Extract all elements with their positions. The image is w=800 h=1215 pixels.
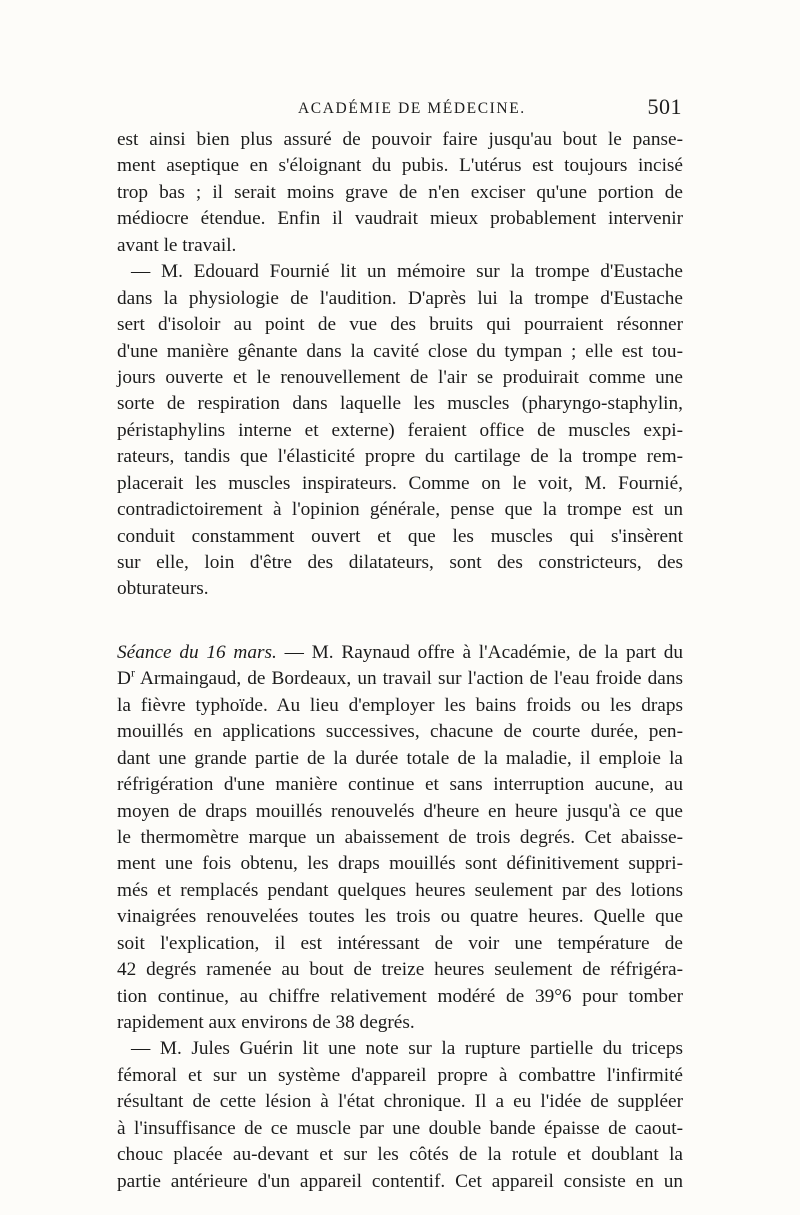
- text-fragment: D: [117, 668, 131, 690]
- text-line: — M. Jules Guérin lit une note sur la rupture partielle du triceps: [131, 1038, 683, 1060]
- text-line: péristaphylins interne et externe) feraient office de muscles expi-: [117, 419, 683, 441]
- text-line: fémoral et sur un système d'appareil propre à combattre l'infirmité: [117, 1064, 683, 1086]
- text-line: ment aseptique en s'éloignant du pubis. L'utérus est toujours incisé: [117, 155, 683, 177]
- text-line: avant le travail.: [117, 234, 237, 256]
- text-line: rapidement aux environs de 38 degrés.: [117, 1012, 415, 1033]
- text-line: tion continue, au chiffre relativement modéré de 39°6 pour tomber: [117, 985, 683, 1007]
- text-line: réfrigération d'une manière continue et sans interruption aucune, au: [117, 774, 683, 796]
- text-line: soit l'explication, il est intéressant de voir une température de: [117, 932, 683, 954]
- text-line: trop bas ; il serait moins grave de n'en exciser qu'une portion de: [117, 181, 683, 203]
- text-line: [117, 640, 683, 666]
- text-line: vinaigrées renouvelées toutes les trois ou quatre heures. Quelle que: [117, 906, 683, 928]
- text-line: à l'insuffisance de ce muscle par une double bande épaisse de caout-: [117, 1117, 683, 1139]
- text-fragment: — M. Raynaud offre à l'Académie, de la part du: [276, 641, 683, 663]
- text-line: obturateurs.: [117, 578, 209, 600]
- text-line: — M. Edouard Fournié lit un mémoire sur la trompe d'Eustache: [131, 261, 683, 283]
- paragraph-session-16-mars: [117, 640, 683, 1037]
- text-line: la fièvre typhoïde. Au lieu d'employer les bains froids ou les draps: [117, 694, 683, 716]
- text-line: jours ouverte et le renouvellement de l'air se produirait comme une: [117, 366, 683, 388]
- session-date-label: Séance du 16 mars.: [117, 641, 277, 663]
- text-line: rateurs, tandis que l'élasticité propre du cartilage de la trompe rem-: [117, 446, 683, 468]
- section-gap: [117, 603, 683, 640]
- text-line: més et remplacés pendant quelques heures seulement par des lotions: [117, 879, 683, 901]
- body-text: [117, 127, 683, 1195]
- running-title: ACADÉMIE DE MÉDECINE.: [298, 100, 526, 117]
- paragraph-hysterotomy-conclusion: [117, 127, 683, 259]
- text-line: dant une grande partie de la durée totale de la maladie, il emploie la: [117, 747, 683, 769]
- text-line: mouillés en applications successives, chacune de courte durée, pen-: [117, 721, 683, 743]
- text-line: médiocre étendue. Enfin il vaudrait mieux probablement intervenir: [117, 208, 683, 230]
- text-line: ment une fois obtenu, les draps mouillés sont définitivement suppri-: [117, 853, 683, 875]
- text-line: [117, 666, 683, 692]
- text-line: le thermomètre marque un abaissement de trois degrés. Cet abaisse-: [117, 826, 683, 848]
- text-line: moyen de draps mouillés renouvelés d'heure en heure jusqu'à ce que: [117, 800, 683, 822]
- text-line: résultant de cette lésion à l'état chronique. Il a eu l'idée de suppléer: [117, 1091, 683, 1113]
- text-line: sorte de respiration dans laquelle les muscles (pharyngo-staphylin,: [117, 393, 683, 415]
- paragraph-guerin-triceps: [117, 1036, 683, 1195]
- page-number: 501: [647, 94, 682, 119]
- superscript: r: [130, 665, 135, 680]
- text-line: chouc placée au-devant et sur les côtés de la rotule et doublant la: [117, 1144, 683, 1166]
- text-line: 42 degrés ramenée au bout de treize heures seulement de réfrigéra-: [117, 959, 683, 981]
- text-line: sur elle, loin d'être des dilatateurs, sont des constricteurs, des: [117, 552, 683, 573]
- text-fragment: Armaingaud, de Bordeaux, un travail sur l'action de l'eau froide dans: [134, 668, 683, 690]
- text-line: placerait les muscles inspirateurs. Comme on le voit, M. Fournié,: [117, 472, 683, 494]
- text-line: contradictoirement à l'opinion générale, pense que la trompe est un: [117, 499, 683, 521]
- text-line: conduit constamment ouvert et que les muscles qui s'insèrent: [117, 525, 683, 547]
- text-line: est ainsi bien plus assuré de pouvoir faire jusqu'au bout le panse-: [117, 129, 683, 150]
- text-line: partie antérieure d'un appareil contentif. Cet appareil consiste en un: [117, 1170, 683, 1192]
- text-line: dans la physiologie de l'audition. D'après lui la trompe d'Eustache: [117, 287, 683, 309]
- running-head: [0, 94, 800, 128]
- text-line: d'une manière gênante dans la cavité close du tympan ; elle est tou-: [117, 340, 683, 362]
- text-line: sert d'isoloir au point de vue des bruits qui pourraient résonner: [117, 314, 683, 336]
- paragraph-fournie-eustachian-tube: [117, 259, 683, 603]
